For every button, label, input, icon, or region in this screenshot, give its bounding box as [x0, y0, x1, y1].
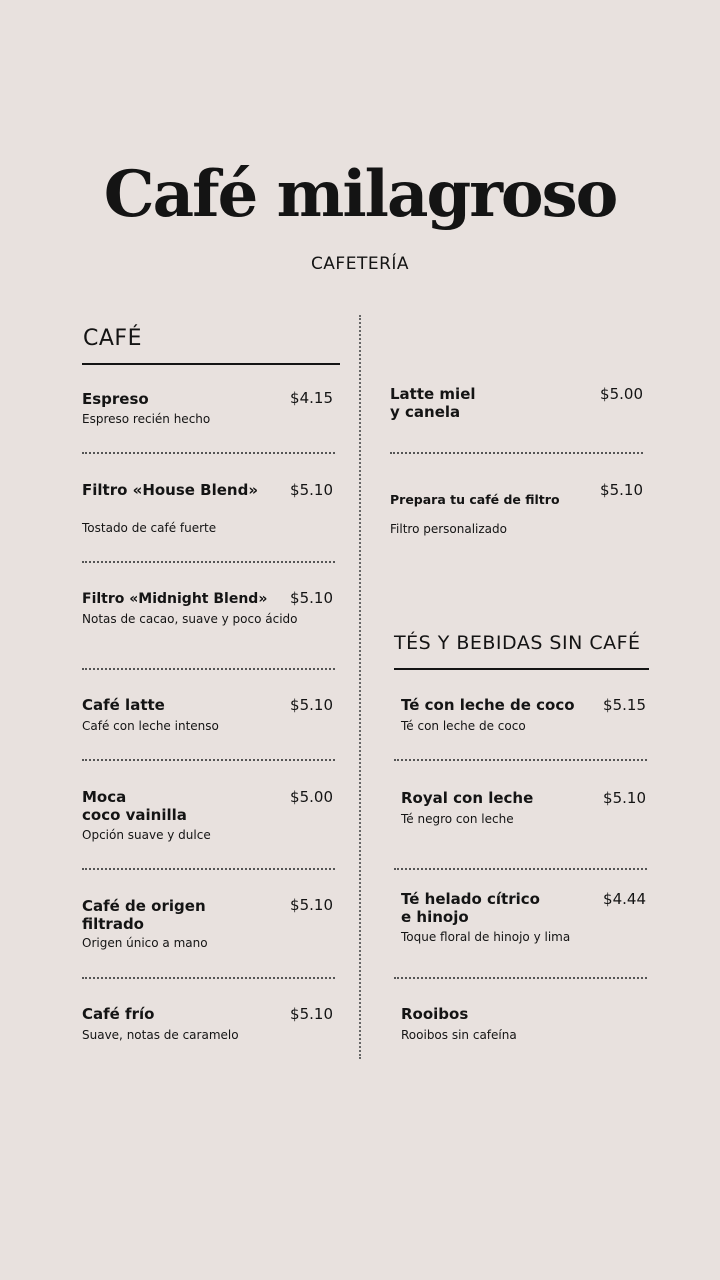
menu-item-price: $5.15: [603, 696, 646, 714]
menu-item-price: $4.15: [290, 389, 333, 407]
menu-item-name: Espreso: [82, 390, 149, 408]
menu-item-price: $5.10: [290, 481, 333, 499]
section-heading-cafe: CAFÉ: [83, 326, 142, 351]
dotted-separator: [82, 977, 335, 979]
menu-item-description: Origen único a mano: [82, 936, 208, 950]
menu-item-description: Opción suave y dulce: [82, 828, 211, 842]
menu-item-price: $5.10: [290, 696, 333, 714]
menu-item-description: Té negro con leche: [401, 812, 514, 826]
menu-item-description: Toque floral de hinojo y lima: [401, 930, 571, 944]
menu-item-price: $4.44: [603, 890, 646, 908]
menu-item-name: Café de origen filtrado: [82, 897, 206, 933]
menu-item-description: Café con leche intenso: [82, 719, 219, 733]
menu-item-price: $5.10: [290, 896, 333, 914]
menu-item-name: Prepara tu café de filtro: [390, 492, 560, 507]
menu-title: Café milagroso: [103, 157, 617, 232]
menu-item-price: $5.10: [603, 789, 646, 807]
menu-item-price: $5.10: [600, 481, 643, 499]
dotted-separator: [394, 977, 647, 979]
dotted-separator: [394, 868, 647, 870]
column-divider: [359, 315, 361, 1059]
menu-item-description: Notas de cacao, suave y poco ácido: [82, 612, 298, 626]
menu-item-description: Filtro personalizado: [390, 522, 507, 536]
dotted-separator: [82, 868, 335, 870]
dotted-separator: [394, 759, 647, 761]
menu-item-name: Moca coco vainilla: [82, 788, 187, 824]
section-heading-tes: TÉS Y BEBIDAS SIN CAFÉ: [394, 632, 641, 654]
menu-subtitle: CAFETERÍA: [310, 254, 410, 274]
menu-item-name: Café frío: [82, 1005, 155, 1023]
menu-item-name: Café latte: [82, 696, 165, 714]
dotted-separator: [82, 561, 335, 563]
menu-item-name: Té con leche de coco: [401, 696, 575, 714]
menu-item-name: Filtro «Midnight Blend»: [82, 591, 268, 607]
menu-item-name: Rooibos: [401, 1005, 469, 1023]
dotted-separator: [82, 759, 335, 761]
menu-item-description: Tostado de café fuerte: [82, 521, 217, 535]
menu-item-description: Espreso recién hecho: [82, 412, 211, 426]
dotted-separator: [390, 452, 643, 454]
menu-item-name: Royal con leche: [401, 789, 534, 807]
menu-item-name: Latte miel y canela: [390, 385, 476, 421]
menu-item-name: Filtro «House Blend»: [82, 481, 259, 499]
menu-item-name: Té helado cítrico e hinojo: [401, 890, 540, 926]
dotted-separator: [82, 668, 335, 670]
menu-item-price: $5.10: [290, 589, 333, 607]
section-rule: [394, 668, 649, 670]
dotted-separator: [82, 452, 335, 454]
menu-item-price: $5.00: [290, 788, 333, 806]
menu-item-description: Suave, notas de caramelo: [82, 1028, 239, 1042]
menu-item-description: Rooibos sin cafeína: [401, 1028, 517, 1042]
section-rule: [82, 363, 340, 365]
menu-item-description: Té con leche de coco: [401, 719, 526, 733]
menu-item-price: $5.00: [600, 385, 643, 403]
menu-item-price: $5.10: [290, 1005, 333, 1023]
